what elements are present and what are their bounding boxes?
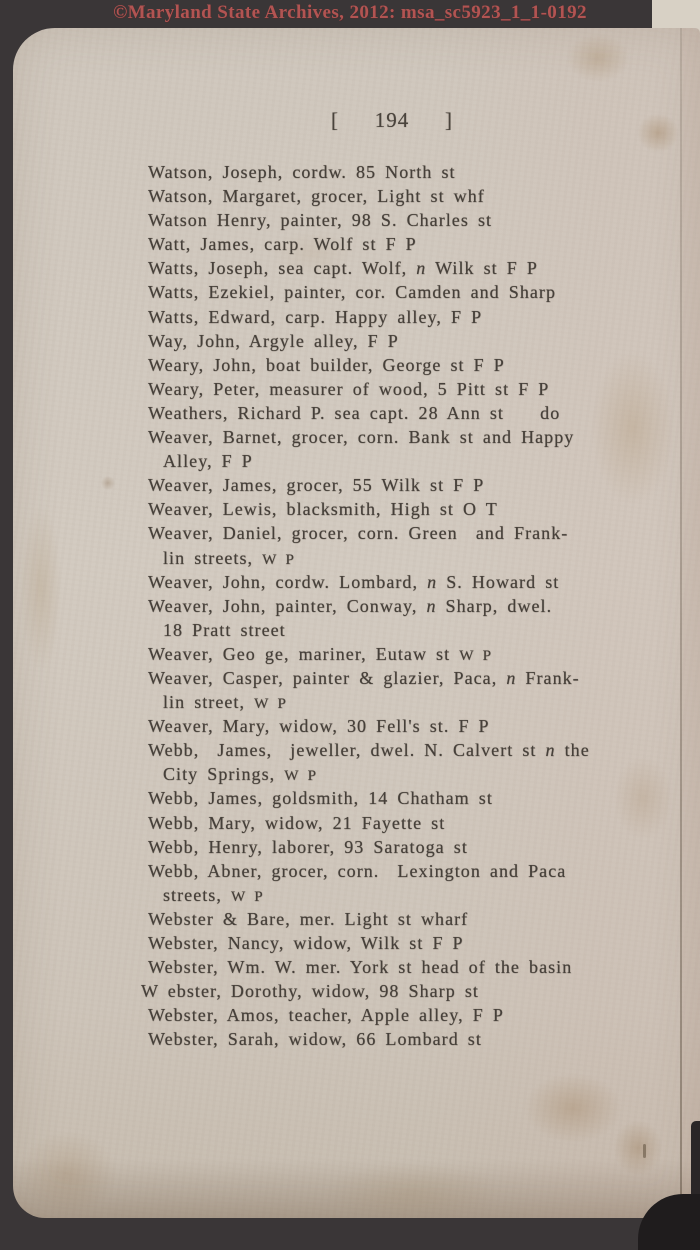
entry-text: W P xyxy=(459,647,493,664)
entry-text: Weary, Peter, measurer of wood, 5 Pitt st F P xyxy=(148,378,550,399)
directory-entry-line xyxy=(148,618,678,642)
entry-text: Weary, John, boat builder, George st F P xyxy=(148,354,505,375)
entry-text: Webb, James, jeweller, dwel. N. Calvert st xyxy=(148,740,546,761)
entry-text: lin streets, xyxy=(163,547,263,568)
entry-text: Webster, Nancy, widow, Wilk st F P xyxy=(148,933,464,953)
page-number-bracket-close: ] xyxy=(445,108,453,132)
near-abbrev: n xyxy=(426,595,437,616)
near-abbrev: n xyxy=(545,740,556,761)
directory-entry-line xyxy=(148,425,678,449)
directory-entry-line xyxy=(141,979,678,1003)
entry-text: Wilk st F P xyxy=(426,258,538,279)
directory-entry-line xyxy=(148,1003,678,1027)
entry-text: Watts, Edward, carp. Happy alley, F P xyxy=(148,306,483,327)
directory-entry-line xyxy=(148,666,678,690)
directory-entry-line xyxy=(148,184,678,208)
entry-text: lin street, xyxy=(163,692,255,713)
directory-entry-line xyxy=(148,497,678,521)
entry-text: 18 Pratt street xyxy=(163,619,286,640)
page-number xyxy=(331,108,453,133)
directory-entry-line xyxy=(148,570,678,594)
directory-entry-line xyxy=(148,690,678,714)
directory-entry-line xyxy=(148,859,678,883)
directory-entry-line xyxy=(148,305,678,329)
entry-text: Webb, Henry, laborer, 93 Saratoga st xyxy=(148,836,468,857)
directory-entry-line xyxy=(148,1027,678,1051)
entry-text: Alley, F P xyxy=(163,451,253,472)
near-abbrev: n xyxy=(427,571,438,592)
entry-text: City Springs, xyxy=(163,764,285,785)
directory-entry-line xyxy=(148,208,678,232)
directory-entry-line xyxy=(148,353,678,377)
entry-text: Weaver, John, cordw. Lombard, xyxy=(148,571,428,592)
entry-text: Watt, James, carp. Wolf st F P xyxy=(148,234,417,255)
directory-entry-line xyxy=(148,931,678,955)
entry-text: S. Howard st xyxy=(437,571,560,592)
directory-entry-line xyxy=(148,955,678,979)
page-edge-sliver xyxy=(682,28,700,1218)
entry-text: Webster, Amos, teacher, Apple alley, F P xyxy=(148,1005,504,1026)
directory-entry-line xyxy=(148,883,678,907)
entry-text: Weaver, James, grocer, 55 Wilk st F P xyxy=(148,475,485,496)
directory-entry-line xyxy=(148,256,678,280)
entry-text: Watson Henry, painter, 98 S. Charles st xyxy=(148,210,493,231)
entry-text: Weathers, Richard P. sea capt. 28 Ann st do xyxy=(148,402,561,423)
directory-entry-line xyxy=(148,449,678,473)
entry-text: Weaver, Mary, widow, 30 Fell's st. F P xyxy=(148,716,490,737)
directory-entry-line xyxy=(148,377,678,401)
directory-entry-line xyxy=(148,907,678,931)
directory-entry-line xyxy=(148,762,678,786)
directory-entry-line xyxy=(148,401,678,425)
entry-text: Watts, Joseph, sea capt. Wolf, xyxy=(148,258,417,279)
entry-text: Weaver, Daniel, grocer, corn. Green and Frank- xyxy=(148,523,569,544)
entry-text: Way, John, Argyle alley, F P xyxy=(148,330,399,351)
entry-text: Webster, Wm. W. mer. York st head of the basin xyxy=(148,957,573,978)
entry-text: Watson, Margaret, grocer, Light st whf xyxy=(148,186,485,207)
entry-text: Webster & Bare, mer. Light st wharf xyxy=(148,908,469,929)
near-abbrev: n xyxy=(506,667,517,688)
directory-entry-line xyxy=(148,160,678,184)
entry-text: Frank- xyxy=(516,667,580,688)
entry-text: Weaver, John, painter, Conway, xyxy=(148,595,427,616)
entry-text: Sharp, dwel. xyxy=(436,595,553,616)
entry-text: W P xyxy=(284,768,318,785)
directory-entry-line xyxy=(148,521,678,545)
directory-entry-line xyxy=(148,232,678,256)
near-abbrev: n xyxy=(416,258,427,279)
entry-text: W ebster, Dorothy, widow, 98 Sharp st xyxy=(141,981,479,1002)
directory-entry-line xyxy=(148,738,678,762)
entry-text: Watts, Ezekiel, painter, cor. Camden and Sharp xyxy=(148,282,557,303)
entry-text: Webster, Sarah, widow, 66 Lombard st xyxy=(148,1029,482,1050)
entry-text: W P xyxy=(230,888,264,905)
directory-entry-line xyxy=(148,473,678,497)
page-number-value: 194 xyxy=(374,108,410,132)
page-number-bracket-open: [ xyxy=(331,108,339,132)
directory-entry-line xyxy=(148,642,678,666)
entry-text: streets, xyxy=(163,884,231,905)
archive-watermark: ©Maryland State Archives, 2012: msa_sc5923_1_1-0192 xyxy=(113,2,587,23)
entry-text: W P xyxy=(254,696,287,713)
entry-text: Webb, James, goldsmith, 14 Chatham st xyxy=(148,788,493,809)
directory-entry-line xyxy=(148,546,678,570)
directory-entry-line xyxy=(148,594,678,618)
entry-text: the xyxy=(555,740,590,761)
directory-entry-line xyxy=(148,835,678,859)
directory-entry-line xyxy=(148,714,678,738)
entry-text: W P xyxy=(262,551,295,568)
entry-text: Webb, Abner, grocer, corn. Lexington and Paca xyxy=(148,860,567,881)
directory-entry-line xyxy=(148,329,678,353)
directory-entry-line xyxy=(148,280,678,304)
directory-entry-line xyxy=(148,786,678,810)
entry-text: Weaver, Barnet, grocer, corn. Bank st and Happy xyxy=(148,427,575,448)
entry-text: Watson, Joseph, cordw. 85 North st xyxy=(148,162,456,182)
book-page xyxy=(13,28,700,1218)
directory-entries xyxy=(141,160,678,1051)
entry-text: Webb, Mary, widow, 21 Fayette st xyxy=(148,812,446,833)
directory-entry-line xyxy=(148,811,678,835)
stray-ink-mark xyxy=(643,1144,646,1158)
entry-text: Weaver, Geo ge, mariner, Eutaw st xyxy=(148,643,460,664)
entry-text: Weaver, Casper, painter & glazier, Paca, xyxy=(148,667,507,688)
entry-text: Weaver, Lewis, blacksmith, High st O T xyxy=(148,499,498,520)
